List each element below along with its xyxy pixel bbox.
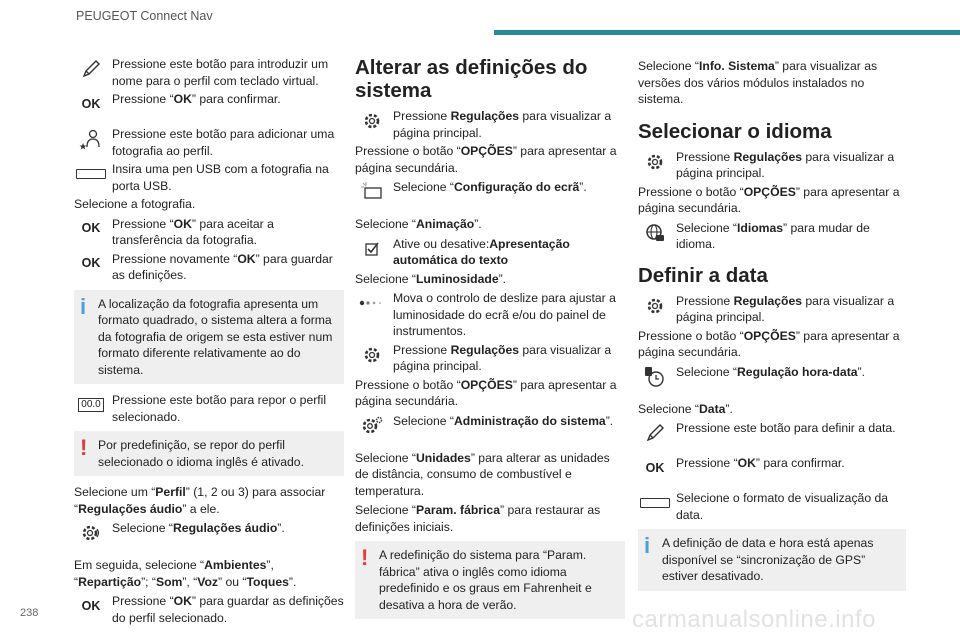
instruction-row (355, 236, 625, 269)
instruction-text: Pressione Regulações para visualizar a página principal. (676, 293, 895, 324)
settings-gear-icon (638, 295, 672, 317)
section-heading: Selecionar o idioma (638, 119, 832, 143)
pencil-icon (638, 422, 672, 444)
paragraph: Pressione o botão “OPÇÕES” para apresentar a página secundária. (638, 184, 900, 215)
instruction-text: Pressione novamente “OK” para guardar as definições. (112, 251, 333, 282)
instruction-row (638, 220, 906, 253)
instruction-text: Selecione “Administração do sistema”. (393, 413, 614, 428)
page-number: 238 (20, 607, 39, 619)
instruction-text: Pressione Regulações para visualizar a página principal. (393, 109, 612, 140)
add-photo-profile-icon (74, 128, 108, 150)
date-format-icon (638, 492, 672, 514)
instruction-row (355, 179, 625, 203)
warning-note: ! A redefinição do sistema para “Param. fábrica” ativa o inglês como idioma predefinido e os graus em Fahrenheit e desativa a hora de verão. (355, 541, 625, 619)
clock-date-icon (638, 366, 672, 388)
instruction-row (355, 290, 625, 340)
paragraph: Pressione o botão “OPÇÕES” para apresentar a página secundária. (355, 144, 617, 175)
instruction-row (74, 126, 344, 159)
instruction-text: Pressione “OK” para confirmar. (676, 456, 845, 470)
instruction-row (74, 56, 344, 89)
instruction-row (355, 342, 625, 375)
instruction-text: Mova o controlo de deslize para ajustar a luminosidade do ecrã e/ou do painel de instrumentos. (393, 291, 616, 338)
header-title: PEUGEOT Connect Nav (76, 9, 213, 23)
instruction-row (638, 293, 906, 326)
warning-note: ! Por predefinição, se repor do perfil selecionado o idioma inglês é ativado. (74, 431, 344, 476)
info-icon: i (644, 533, 651, 558)
instruction-row (638, 149, 906, 182)
system-admin-icon (355, 415, 389, 437)
instruction-text: Pressione este botão para definir a data. (676, 421, 896, 435)
paragraph: Selecione “Luminosidade”. (355, 271, 507, 286)
settings-gear-icon (355, 110, 389, 132)
ok-icon: OK (81, 221, 101, 236)
screen-config-icon (355, 181, 389, 203)
info-note: i A localização da fotografia apresenta um formato quadrado, o sistema altera a forma da fotografia de origem se esta estiver num formato diferente relativamente ao do sistema. (74, 290, 344, 385)
column-2 (355, 56, 625, 627)
paragraph: Selecione “Data”. (638, 401, 733, 416)
paragraph: Selecione “Animação”. (355, 217, 482, 231)
instruction-row (638, 420, 906, 444)
instruction-row (638, 490, 906, 523)
section-heading: Definir a data (638, 263, 768, 287)
instruction-text: Pressione este botão para introduzir um nome para o perfil com teclado virtual. (112, 57, 329, 88)
paragraph: Selecione “Unidades” para alterar as unidades de distância, consumo de combustível e temperatura. (355, 450, 610, 498)
watermark: carmanualsonline.info (632, 606, 876, 633)
instruction-row (638, 364, 906, 388)
instruction-row (355, 108, 625, 141)
instruction-row (74, 216, 344, 249)
ok-icon: OK (81, 598, 101, 613)
language-icon (638, 222, 672, 244)
instruction-text: Selecione “Configuração do ecrã”. (393, 180, 587, 194)
paragraph: Em seguida, selecione “Ambientes”, “Repartição”; “Som”, “Voz” ou “Toques”. (74, 558, 297, 589)
page-header (0, 0, 960, 40)
info-icon: i (80, 293, 87, 319)
paragraph: Selecione a fotografia. (74, 197, 196, 211)
instruction-row (74, 91, 344, 115)
ok-icon: OK (81, 256, 101, 271)
instruction-row (74, 520, 344, 544)
settings-gear-icon (355, 344, 389, 366)
instruction-text: Pressione Regulações para visualizar a página principal. (393, 342, 612, 373)
paragraph: Pressione o botão “OPÇÕES” para apresentar a página secundária. (638, 328, 900, 359)
slider-icon (355, 292, 389, 314)
instruction-text: Pressione este botão para adicionar uma fotografia ao perfil. (112, 127, 335, 158)
instruction-text: Selecione “Idiomas” para mudar de idioma. (676, 220, 870, 251)
instruction-row (74, 161, 344, 194)
instruction-text: Selecione “Regulações áudio”. (112, 521, 285, 535)
section-heading: Alterar as definições do sistema (355, 56, 588, 102)
paragraph: Pressione o botão “OPÇÕES” para apresentar a página secundária. (355, 377, 617, 408)
instruction-row (355, 413, 625, 437)
paragraph: Selecione “Param. fábrica” para restaurar as definições iniciais. (355, 503, 601, 534)
audio-settings-icon (74, 522, 108, 544)
usb-icon (74, 163, 108, 185)
header-accent-bar (494, 30, 960, 35)
settings-gear-icon (638, 151, 672, 173)
instruction-row (74, 593, 344, 626)
checkbox-icon (355, 238, 389, 260)
info-note: i A definição de data e hora está apenas disponível se “sincronização de GPS” estiver desativado. (638, 529, 906, 591)
instruction-row (74, 251, 344, 284)
ok-icon: OK (81, 96, 101, 111)
paragraph: Selecione “Info. Sistema” para visualizar as versões dos vários módulos instalados no sistema. (638, 59, 878, 106)
instruction-text: Insira uma pen USB com a fotografia na porta USB. (112, 162, 329, 193)
instruction-text: Pressione “OK” para guardar as definições do perfil selecionado. (112, 594, 344, 625)
warning-icon: ! (80, 435, 88, 460)
instruction-text: Pressione “OK” para aceitar a transferência da fotografia. (112, 216, 274, 247)
reset-profile-icon: 00.0 (74, 394, 108, 416)
instruction-text: Pressione “OK” para confirmar. (112, 92, 281, 106)
column-3 (638, 56, 906, 599)
instruction-row (638, 455, 906, 479)
instruction-text: Pressione Regulações para visualizar a página principal. (676, 149, 895, 180)
pencil-icon (74, 58, 108, 80)
column-1 (74, 56, 344, 628)
instruction-text: Pressione este botão para repor o perfil selecionado. (112, 393, 327, 424)
instruction-text: Ative ou desative:Apresentação automática do texto (393, 236, 570, 267)
paragraph: Selecione um “Perfil” (1, 2 ou 3) para associar “Regulações áudio” a ele. (74, 485, 326, 516)
instruction-row (74, 392, 344, 425)
warning-icon: ! (361, 545, 369, 570)
ok-icon: OK (645, 460, 665, 475)
instruction-text: Selecione o formato de visualização da data. (676, 491, 889, 522)
instruction-text: Selecione “Regulação hora-data”. (676, 364, 865, 379)
